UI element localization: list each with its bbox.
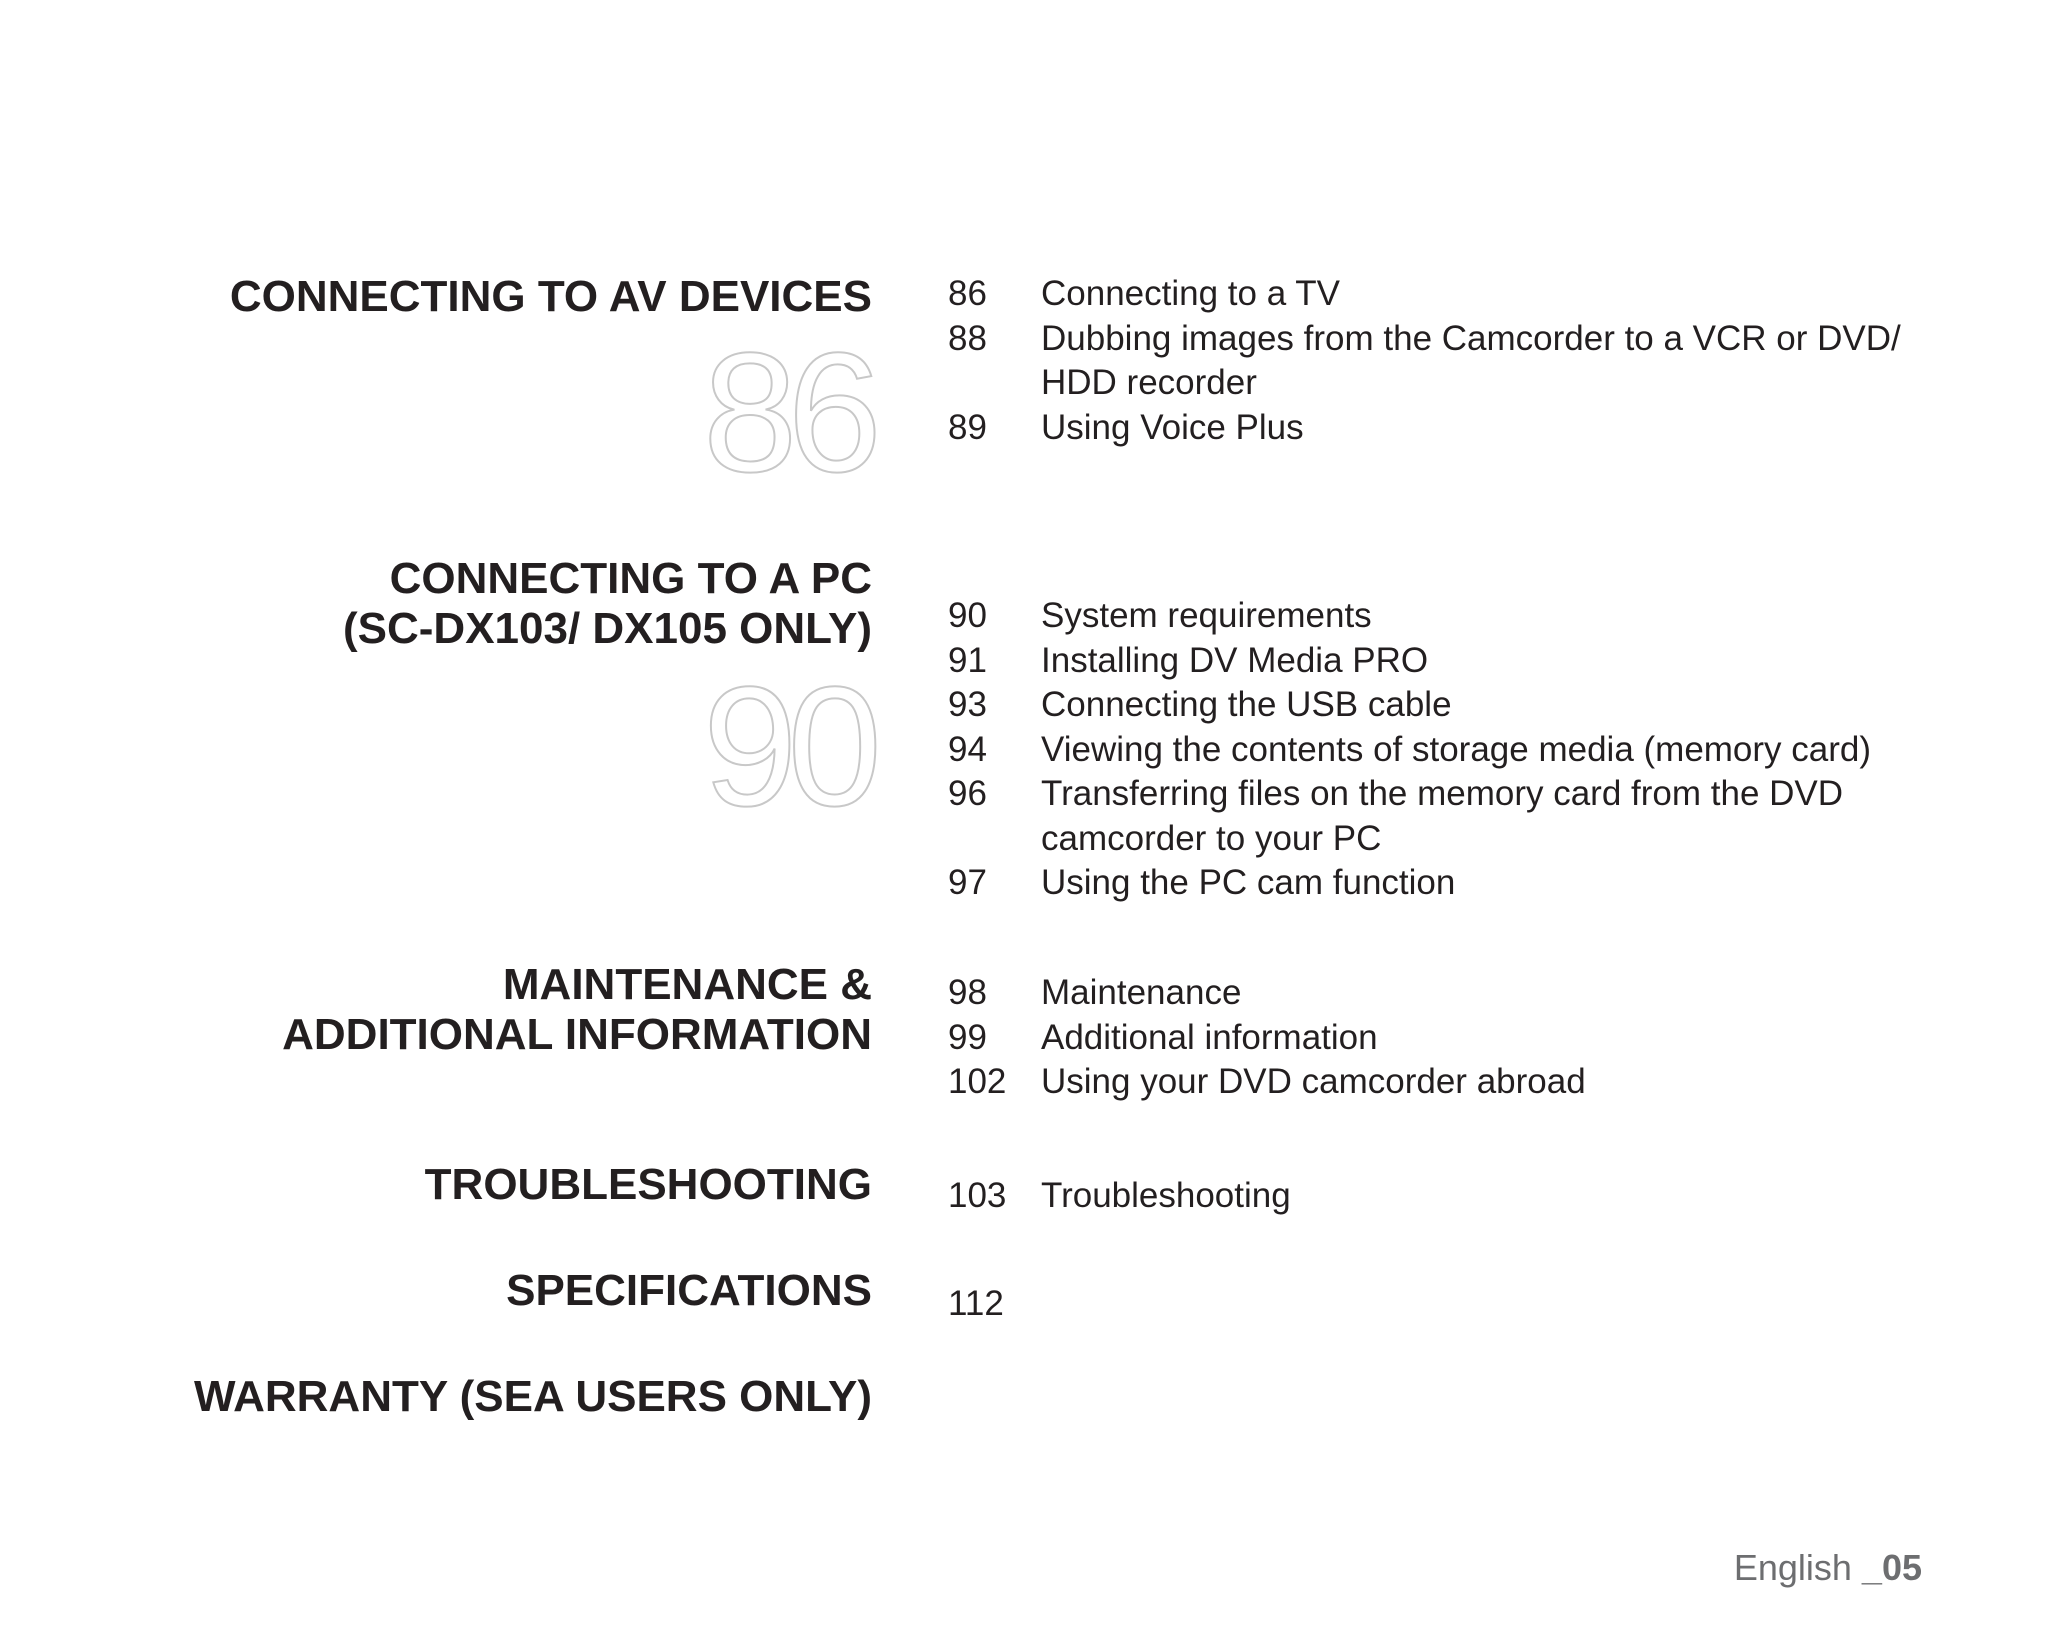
- section-title-warranty: WARRANTY (SEA USERS ONLY): [193, 1372, 872, 1421]
- section-big-number-90: 90: [702, 652, 872, 842]
- footer-page-number: _05: [1861, 1547, 1922, 1588]
- list-item[interactable]: 98 Maintenance: [948, 973, 1242, 1012]
- page-footer: [1734, 1548, 1922, 1588]
- section-title-specifications: SPECIFICATIONS: [506, 1266, 872, 1315]
- list-item[interactable]: 86 Connecting to a TV: [948, 274, 1340, 313]
- list-item[interactable]: 99 Additional information: [948, 1017, 1378, 1057]
- list-item[interactable]: 94 Viewing the contents of storage media (memory card): [948, 729, 1872, 769]
- list-item[interactable]: 97 Using the PC cam function: [948, 863, 1456, 902]
- list-item[interactable]: 96 Transferring files on the memory card from the DVD camcorder to your PC: [948, 774, 1844, 858]
- list-item[interactable]: 89 Using Voice Plus: [948, 407, 1304, 447]
- section-title-pc: CONNECTING TO A PC (SC-DX103/ DX105 ONLY): [342, 554, 872, 653]
- list-item[interactable]: 112: [948, 1284, 1004, 1323]
- list-item[interactable]: 91 Installing DV Media PRO: [948, 640, 1429, 680]
- section-title-troubleshooting: TROUBLESHOOTING: [424, 1160, 872, 1209]
- list-item[interactable]: 90 System requirements: [948, 596, 1372, 635]
- list-item[interactable]: 88 Dubbing images from the Camcorder to a VCR or DVD/ HDD recorder: [948, 318, 1901, 402]
- entries-specifications: [948, 1282, 1921, 1327]
- entries-troubleshooting: [948, 1174, 1921, 1219]
- entries-av-devices: [948, 272, 1921, 450]
- list-item[interactable]: 102 Using your DVD camcorder abroad: [948, 1062, 1586, 1101]
- entries-maintenance: [948, 971, 1921, 1105]
- list-item[interactable]: 103 Troubleshooting: [948, 1176, 1291, 1215]
- section-title-maintenance: MAINTENANCE & ADDITIONAL INFORMATION: [282, 960, 872, 1059]
- list-item[interactable]: 93 Connecting the USB cable: [948, 685, 1452, 724]
- entries-pc: [948, 594, 1921, 906]
- section-title-av-devices: CONNECTING TO AV DEVICES: [229, 272, 872, 321]
- section-big-number-86: 86: [702, 318, 872, 508]
- footer-language: English: [1733, 1547, 1852, 1588]
